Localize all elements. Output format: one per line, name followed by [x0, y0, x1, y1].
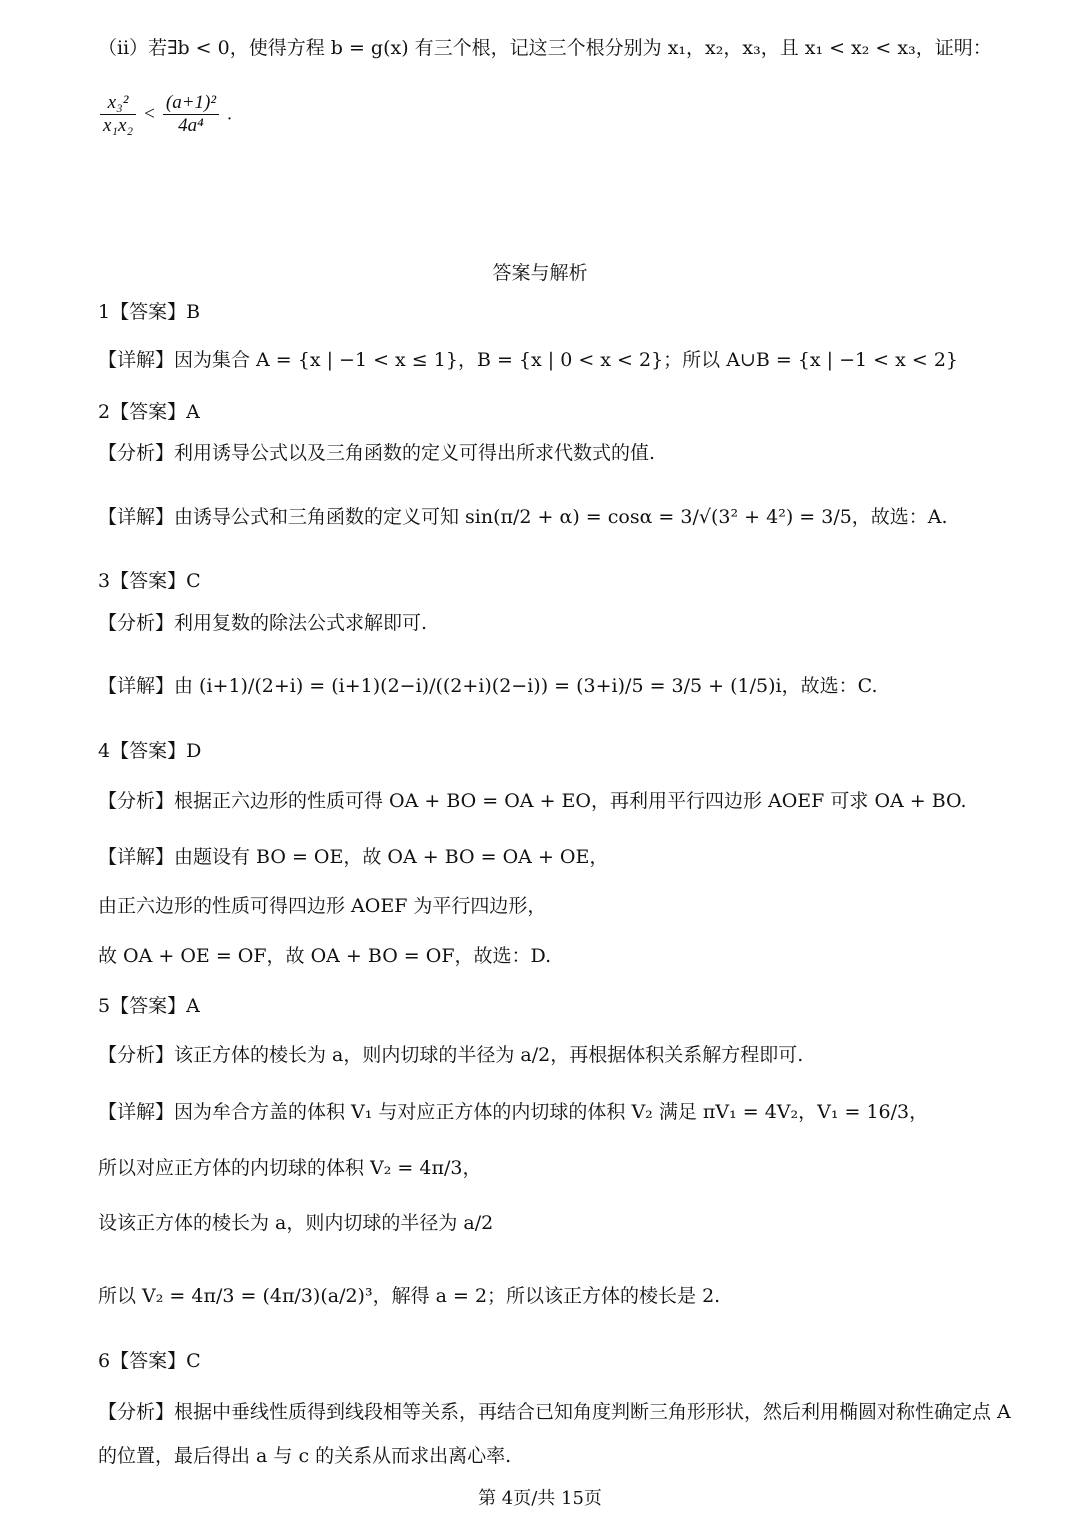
- answer-5-analysis: 【分析】该正方体的棱长为 a，则内切球的半径为 a/2，再根据体积关系解方程即可.: [98, 1044, 804, 1066]
- ineq-right-fraction: $\frac{\text{(a+1)²}}{\text{4a⁴}}$: [163, 92, 219, 137]
- answer-2-analysis: 【分析】利用诱导公式以及三角函数的定义可得出所求代数式的值.: [98, 442, 656, 464]
- inequality-to-prove: $\frac{\text{x₃²}}{\text{x₁x₂}}$ < $\frac{\text{(a+1)²}}{\text{4a⁴}}$ .: [98, 92, 1020, 137]
- part-ii-prefix: （ⅱ）若∃b < 0，使得方程 b = g(x) 有三个根，记这三个根分别为 x₁，x₂，x₃，且 x₁ < x₂ < x₃，证明：: [98, 37, 992, 59]
- question-part-ii: [98, 36, 1020, 61]
- answer-3-label: 3【答案】C: [98, 570, 201, 592]
- answer-4-label: 4【答案】D: [98, 740, 202, 762]
- answer-5-line2: 所以对应正方体的内切球的体积 V₂ = 4π/3，: [98, 1157, 482, 1179]
- answer-5-line4: 所以 V₂ = 4π/3 = (4π/3)(a/2)³，解得 a = 2；所以该正方体的棱长是 2.: [98, 1285, 721, 1307]
- answer-3-detail: 【详解】由 (i+1)/(2+i) = (i+1)(2−i)/((2+i)(2−i)) = (3+i)/5 = 3/5 + (1/5)i，故选：C.: [98, 675, 878, 697]
- answer-5-label: 5【答案】A: [98, 995, 200, 1017]
- answer-6-label: 6【答案】C: [98, 1350, 201, 1372]
- answer-5-detail: 【详解】因为牟合方盖的体积 V₁ 与对应正方体的内切球的体积 V₂ 满足 πV₁ = 4V₂，V₁ = 16/3，: [98, 1101, 929, 1123]
- answer-2-detail: 【详解】由诱导公式和三角函数的定义可知 sin(π/2 + α) = cosα = 3/√(3² + 4²) = 3/5，故选：A.: [98, 506, 948, 528]
- answer-4-line2: 由正六边形的性质可得四边形 AOEF 为平行四边形，: [98, 895, 547, 917]
- answer-1-label: 1【答案】B: [98, 301, 201, 323]
- answer-5-line3: 设该正方体的棱长为 a，则内切球的半径为 a/2: [98, 1212, 494, 1234]
- answer-1-detail: 【详解】因为集合 A = {x | −1 < x ≤ 1}，B = {x | 0 < x < 2}；所以 A∪B = {x | −1 < x < 2}: [98, 349, 958, 371]
- answer-3-analysis: 【分析】利用复数的除法公式求解即可.: [98, 612, 428, 634]
- ineq-left-fraction: $\frac{\text{x₃²}}{\text{x₁x₂}}$: [100, 92, 136, 137]
- answer-4-line3: 故 OA + OE = OF，故 OA + BO = OF，故选：D.: [98, 945, 552, 967]
- answer-6-analysis: 【分析】根据中垂线性质得到线段相等关系，再结合已知角度判断三角形形状，然后利用椭圆对称性确定点 A 的位置，最后得出 a 与 c 的关系从而求出离心率.: [98, 1401, 1011, 1467]
- page-footer: 第 4页/共 15页: [478, 1488, 602, 1509]
- section-title: 答案与解析: [492, 262, 588, 284]
- answer-4-analysis: 【分析】根据正六边形的性质可得 OA + BO = OA + EO，再利用平行四边形 AOEF 可求 OA + BO.: [98, 790, 967, 812]
- answer-4-detail: 【详解】由题设有 BO = OE，故 OA + BO = OA + OE，: [98, 846, 609, 868]
- answer-2-label: 2【答案】A: [98, 401, 200, 423]
